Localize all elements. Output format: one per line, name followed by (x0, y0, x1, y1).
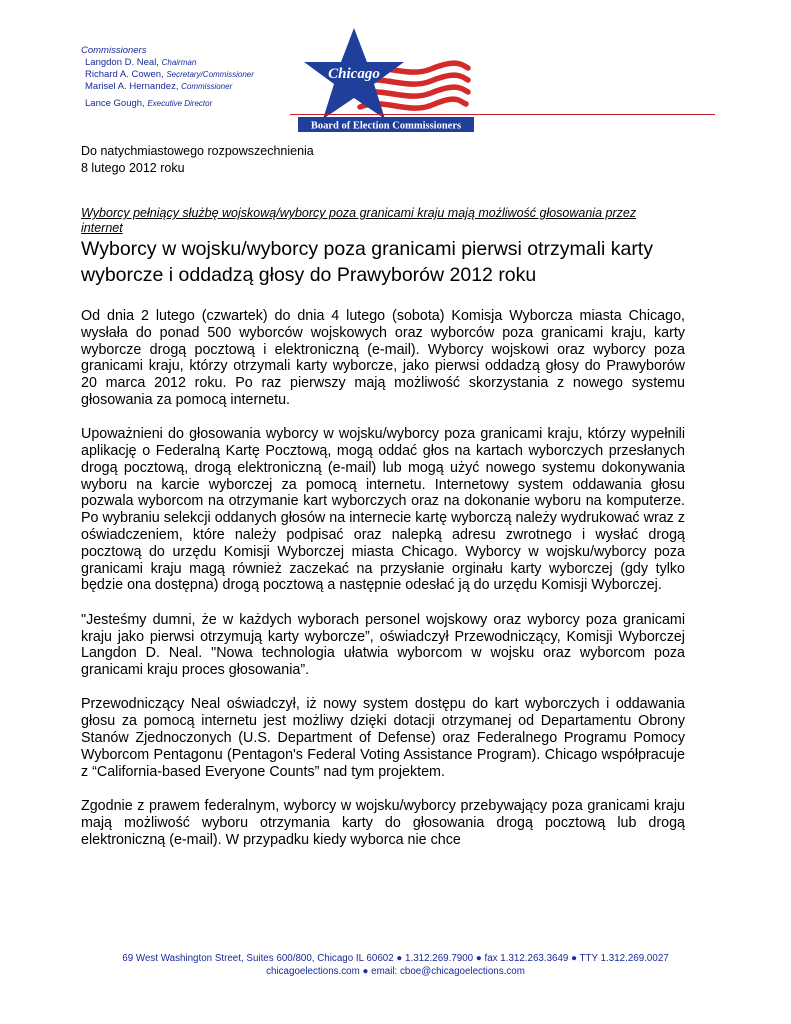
paragraph: "Jesteśmy dumni, że w każdych wyborach personel wojskowy oraz wyborcy poza granicami kraju jako pierwsi otrzymują karty wyborcze”, oświadczył Przewodniczący, Komisji Wyborczej Langdon D. Neal. "Nowa technologia ułatwia wyborcom w wojsku oraz wyborcom poza granicami kraju proces głosowania”. (81, 611, 685, 679)
release-date: 8 lutego 2012 roku (81, 160, 185, 175)
commissioner-entry (81, 69, 311, 81)
commissioner-role: Secretary/Commissioner (166, 70, 254, 79)
chicago-board-logo (286, 24, 476, 134)
commissioner-name: Langdon D. Neal, (85, 57, 159, 68)
executive-director-entry (81, 98, 311, 110)
footer-contact: chicagoelections.com ● email: cboe@chicagoelections.com (266, 965, 525, 977)
logo-board-name: Board of Election Commissioners (310, 120, 462, 132)
footer (0, 953, 791, 978)
paragraph: Upoważnieni do głosowania wyborcy w wojsku/wyborcy poza granicami kraju, którzy wypełnili aplikację o Federalną Kartę Pocztową, mogą oddać głos na kartach wyborczych przesłanych drogą pocztową, drogą elektroniczną (e-mail) lub mogą użyć nowego systemu dokonywania wyboru na karcie wyborczej za pomocą internetu. Internetowy system oddawania głosu pozwala wyborcom na otrzymanie kart wyborczych oraz na dokonanie wyboru na komputerze. Po wybraniu selekcji oddanych głosów na internecie kartę wyborczą należy wydrukować wraz z oświadczeniem, które należy podpisać oraz nalepką adresu zwrotnego i wysłać drogą pocztową do urzędu Komisji Wyborczej miasta Chicago. Wyborcy w wojsku/wyborcy poza granicami kraju magą również zaczekać na przysłanie orginału karty wyborczej (gdy tylko będzie ona dostępna) drogą pocztową a następnie odesłać ją do urzędu Komisji Wyborczej. (81, 426, 685, 594)
director-role: Executive Director (147, 99, 213, 108)
release-notice: Do natychmiastowego rozpowszechnienia (81, 144, 314, 158)
commissioner-entry (81, 57, 311, 69)
commissioners-block (81, 45, 311, 110)
subheadline: Wyborcy pełniący służbę wojskową/wyborcy poza granicami kraju mają możliwość głosowania przez internet (81, 206, 637, 235)
footer-address: 69 West Washington Street, Suites 600/800, Chicago IL 60602 ● 1.312.269.7900 ● fax 1.312.263.3649 ● TTY 1.312.269.0027 (122, 953, 669, 964)
commissioner-role: Chairman (161, 58, 197, 67)
release-info (81, 143, 314, 176)
page-title: Wyborcy w wojsku/wyborcy poza granicami pierwsi otrzymali karty wyborcze i oddadzą głosy do Prawyborów 2012 roku (81, 238, 653, 286)
article-body (81, 308, 685, 866)
commissioners-heading: Commissioners (81, 45, 147, 56)
header-divider (290, 114, 715, 115)
commissioner-name: Marisel A. Hernandez, (85, 81, 179, 92)
commissioner-name: Richard A. Cowen, (85, 69, 164, 80)
commissioner-entry (81, 81, 311, 93)
logo-city-name: Chicago (328, 66, 380, 82)
commissioner-role: Commissioner (181, 82, 233, 91)
director-name: Lance Gough, (85, 98, 145, 109)
paragraph: Zgodnie z prawem federalnym, wyborcy w wojsku/wyborcy przebywający poza granicami kraju mają możliwość wyboru otrzymania karty do głosowania drogą pocztową lub drogą elektroniczną (e-mail). W przypadku kiedy wyborca nie chce (81, 797, 685, 848)
paragraph: Od dnia 2 lutego (czwartek) do dnia 4 lutego (sobota) Komisja Wyborcza miasta Chicago, wysłała do ponad 500 wyborców wojskowych oraz wyborców poza granicami kraju, karty wyborcze drogą pocztową i elektroniczną (e-mail). Wyborcy wojskowi oraz wyborcy poza granicami kraju, którzy otrzymali karty wyborcze, jako pierwsi oddadzą głosy do Prawyborów 20 marca 2012 roku. Po raz pierwszy mają możliwość skorzystania z nowego systemu głosowania za pomocą internetu. (81, 308, 685, 408)
paragraph: Przewodniczący Neal oświadczył, iż nowy system dostępu do kart wyborczych i oddawania głosu za pomocą internetu jest możliwy dzięki dotacji otrzymanej od Departamentu Obrony Stanów Zjednoczonych (U.S. Department of Defense) oraz Federalnego Programu Pomocy Wyborcom Pentagonu (Pentagon's Federal Voting Assistance Program). Chicago współpracuje z “California-based Everyone Counts” nad tym projektem. (81, 696, 685, 780)
